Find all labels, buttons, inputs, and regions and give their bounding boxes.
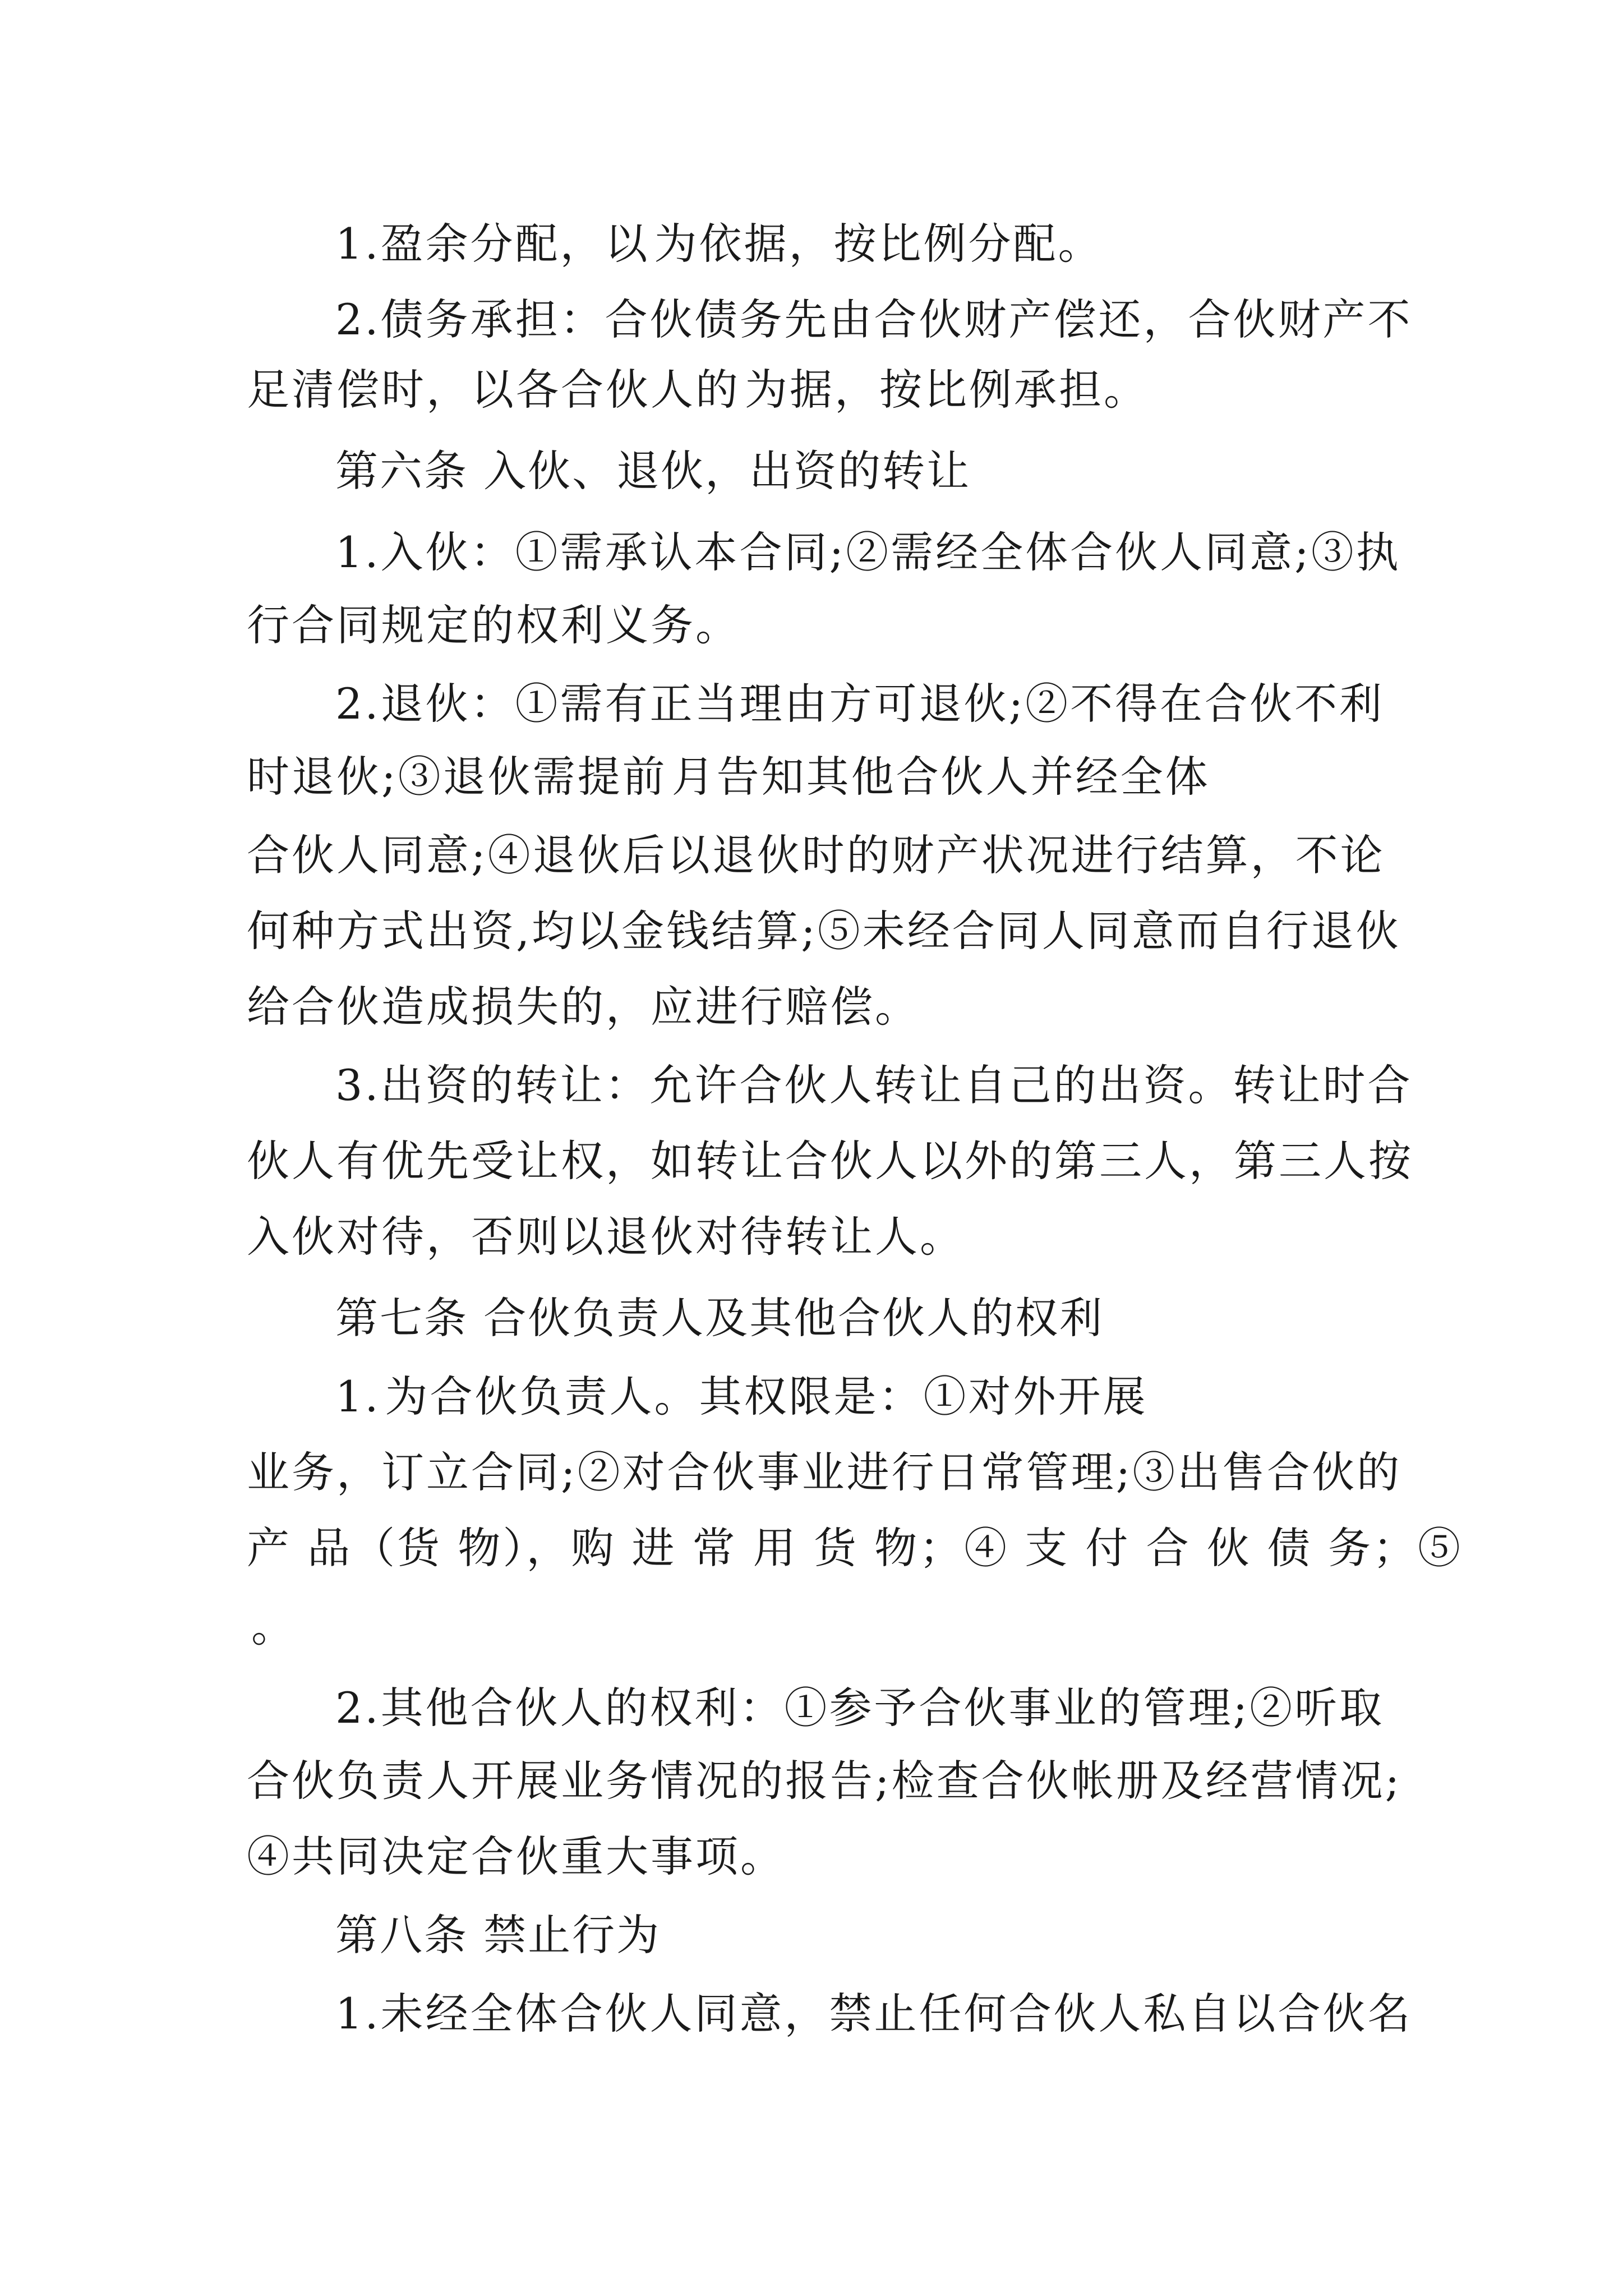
section-heading: [0, 435, 1623, 508]
text-line: [0, 516, 1623, 589]
text-line: [0, 353, 1623, 426]
line-text: 时退伙;③退伙需提前: [247, 752, 667, 802]
line-text: 产 品（货 物），购 进 常 用 货 物；④ 支 付 合 伙 债 务；⑤: [247, 1523, 1463, 1573]
line-text: 1.未经全体合伙人同意，禁止任何合伙人私自以合伙名: [335, 1989, 1413, 2039]
text-line: [0, 283, 1623, 356]
line-text: 2.债务承担：合伙债务先由合伙财产偿还，合伙财产不: [335, 295, 1413, 344]
line-text: 3.出资的转让：允许合伙人转让自己的出资。转让时合: [335, 1060, 1413, 1110]
text-line: [0, 1672, 1623, 1745]
text-line: [0, 1049, 1623, 1122]
text-line: [0, 1977, 1623, 2050]
line-text: 合伙负责人开展业务情况的报告;检查合伙帐册及经营情况;: [247, 1756, 1402, 1806]
text-line: [0, 1200, 1623, 1273]
text-line: [0, 1745, 1623, 1818]
line-text: 1.入伙：①需承认本合同;②需经全体合伙人同意;③执: [335, 527, 1401, 577]
line-text: 入伙对待，否则以退伙对待转让人。: [247, 1212, 965, 1262]
text-line: [0, 589, 1623, 662]
section-heading: [0, 1282, 1623, 1355]
line-text: 1.: [335, 1372, 381, 1421]
line-text: 业务，订立合同;②对合伙事业进行日常管理;③出售合伙的: [247, 1447, 1402, 1497]
line-text: 1.盈余分配，以: [335, 219, 650, 269]
section-heading: [0, 1899, 1623, 1972]
text-line: [0, 740, 1623, 813]
text-line: [0, 819, 1623, 892]
text-line: [0, 1436, 1623, 1509]
line-text: 2.退伙：①需有正当理由方可退伙;②不得在合伙不利: [335, 679, 1385, 729]
line-text: 为合伙负责人。其权限是：①对外开展: [385, 1372, 1148, 1421]
text-line: [0, 970, 1623, 1043]
line-text: 为依据，按比例分配。: [654, 219, 1103, 269]
line-text: 合伙人同意;④退伙后以退伙时的财产状况进行结算，不论: [247, 830, 1385, 880]
text-line: [0, 1512, 1623, 1585]
section-heading-text: 第七条 合伙负责人及其他合伙人的权利: [335, 1293, 1104, 1343]
text-line: [0, 1360, 1623, 1433]
text-line: [0, 895, 1623, 968]
line-text: 为据，按比例承担。: [745, 365, 1149, 415]
section-heading-text: 第八条 禁止行为: [335, 1910, 661, 1960]
text-line: [0, 208, 1623, 280]
line-text: 月告知其他合伙人并经全体: [671, 752, 1210, 802]
text-line: [0, 668, 1623, 740]
line-text: 。: [251, 1602, 296, 1651]
section-heading-text: 第六条 入伙、退伙，出资的转让: [335, 446, 971, 496]
text-line: [0, 1125, 1623, 1198]
line-text: 伙人有优先受让权，如转让合伙人以外的第三人，第三人按: [247, 1136, 1413, 1186]
line-text: 给合伙造成损失的，应进行赔偿。: [247, 982, 920, 1032]
line-text: 足清偿时，以各合伙人的: [247, 365, 740, 415]
text-line: [0, 1820, 1623, 1893]
line-text: 2.其他合伙人的权利：①参予合伙事业的管理;②听取: [335, 1683, 1385, 1733]
text-line: [0, 1590, 1623, 1663]
line-text: ④共同决定合伙重大事项。: [247, 1832, 785, 1881]
line-text: 行合同规定的权利义务。: [247, 600, 740, 650]
line-text: 何种方式出资,均以金钱结算;⑤未经合同人同意而自行退伙: [247, 906, 1401, 956]
